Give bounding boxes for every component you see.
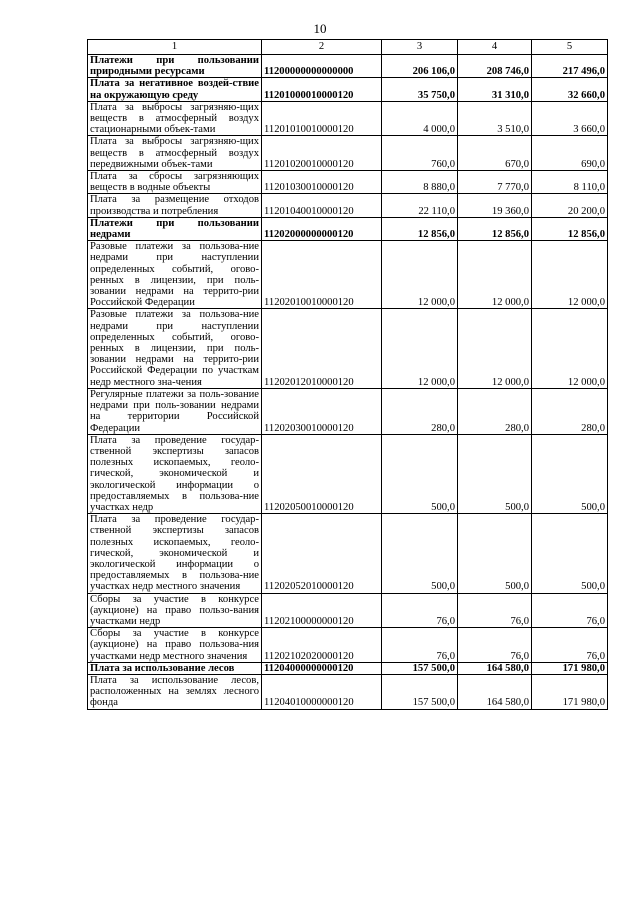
row-value-year3-cell: 217 496,0 <box>532 55 608 78</box>
table-row <box>88 136 608 171</box>
table-row <box>88 593 608 628</box>
row-value-year2-cell: 500,0 <box>458 434 532 513</box>
row-name-cell: Плата за использование лесов <box>88 662 262 674</box>
table-row <box>88 194 608 217</box>
row-code-cell: 11201030010000120 <box>262 171 382 194</box>
row-name-cell: Плата за сбросы загрязняющих веществ в водные объекты <box>88 171 262 194</box>
row-value-year1-cell: 8 880,0 <box>382 171 458 194</box>
row-value-year2-cell: 12 000,0 <box>458 309 532 388</box>
row-value-year1-cell: 12 000,0 <box>382 309 458 388</box>
row-value-year2-cell: 12 000,0 <box>458 241 532 309</box>
row-name-cell: Плата за размещение отходов производства и потребления <box>88 194 262 217</box>
table-row <box>88 674 608 709</box>
row-name-cell: Плата за выбросы загрязняю-щих веществ в атмосферный воздух передвижными объек-тами <box>88 136 262 171</box>
row-code-cell: 11201040010000120 <box>262 194 382 217</box>
row-name-cell: Плата за использование лесов, расположенных на землях лесного фонда <box>88 674 262 709</box>
budget-table <box>87 39 608 710</box>
row-value-year3-cell: 76,0 <box>532 593 608 628</box>
table-body <box>88 55 608 710</box>
row-value-year3-cell: 3 660,0 <box>532 101 608 136</box>
table-row <box>88 628 608 663</box>
table-row <box>88 388 608 434</box>
row-code-cell: 11202102020000120 <box>262 628 382 663</box>
row-value-year2-cell: 76,0 <box>458 628 532 663</box>
table-row <box>88 55 608 78</box>
row-code-cell: 11204000000000120 <box>262 662 382 674</box>
row-value-year3-cell: 690,0 <box>532 136 608 171</box>
row-name-cell: Платежи при пользовании недрами <box>88 217 262 240</box>
row-value-year1-cell: 500,0 <box>382 434 458 513</box>
row-value-year2-cell: 670,0 <box>458 136 532 171</box>
row-value-year3-cell: 76,0 <box>532 628 608 663</box>
row-code-cell: 11201010010000120 <box>262 101 382 136</box>
row-value-year2-cell: 3 510,0 <box>458 101 532 136</box>
row-code-cell: 11202100000000120 <box>262 593 382 628</box>
column-header: 2 <box>262 40 382 55</box>
row-code-cell: 11202050010000120 <box>262 434 382 513</box>
row-value-year1-cell: 760,0 <box>382 136 458 171</box>
row-value-year1-cell: 157 500,0 <box>382 662 458 674</box>
row-value-year1-cell: 4 000,0 <box>382 101 458 136</box>
row-value-year1-cell: 500,0 <box>382 514 458 593</box>
row-value-year1-cell: 280,0 <box>382 388 458 434</box>
row-code-cell: 11202052010000120 <box>262 514 382 593</box>
row-value-year2-cell: 164 580,0 <box>458 674 532 709</box>
row-name-cell: Разовые платежи за пользова-ние недрами при наступлении определенных событий, огово-ренных в лицензии, при поль-зовании недрами на террито-рии Российской Федерации по участкам недр местного зна-чения <box>88 309 262 388</box>
row-value-year3-cell: 8 110,0 <box>532 171 608 194</box>
row-value-year3-cell: 500,0 <box>532 434 608 513</box>
column-header: 5 <box>532 40 608 55</box>
row-value-year1-cell: 12 000,0 <box>382 241 458 309</box>
row-name-cell: Плата за проведение государ-ственной экспертизы запасов полезных ископаемых, геоло-гической, экономической и экологической информации о предоставляемых в пользова-ние участках недр <box>88 434 262 513</box>
table-row <box>88 217 608 240</box>
header-row <box>88 40 608 55</box>
column-header: 1 <box>88 40 262 55</box>
table-row <box>88 171 608 194</box>
row-code-cell: 11204010000000120 <box>262 674 382 709</box>
row-code-cell: 11200000000000000 <box>262 55 382 78</box>
table-row <box>88 434 608 513</box>
row-value-year2-cell: 500,0 <box>458 514 532 593</box>
row-value-year2-cell: 31 310,0 <box>458 78 532 101</box>
row-value-year2-cell: 7 770,0 <box>458 171 532 194</box>
row-value-year1-cell: 35 750,0 <box>382 78 458 101</box>
row-name-cell: Разовые платежи за пользова-ние недрами при наступлении определенных событий, огово-ренных в лицензии, при поль-зовании недрами на террито-рии Российской Федерации <box>88 241 262 309</box>
row-code-cell: 11202010010000120 <box>262 241 382 309</box>
row-value-year1-cell: 12 856,0 <box>382 217 458 240</box>
page-number: 10 <box>313 21 327 36</box>
row-code-cell: 11202030010000120 <box>262 388 382 434</box>
row-name-cell: Плата за негативное воздей-ствие на окружающую среду <box>88 78 262 101</box>
row-value-year2-cell: 19 360,0 <box>458 194 532 217</box>
row-value-year2-cell: 164 580,0 <box>458 662 532 674</box>
row-name-cell: Платежи при пользовании природными ресурсами <box>88 55 262 78</box>
row-name-cell: Сборы за участие в конкурсе (аукционе) на право пользо-вания участками недр <box>88 593 262 628</box>
row-value-year1-cell: 22 110,0 <box>382 194 458 217</box>
row-value-year2-cell: 208 746,0 <box>458 55 532 78</box>
table-row <box>88 241 608 309</box>
table-row <box>88 101 608 136</box>
row-value-year3-cell: 12 856,0 <box>532 217 608 240</box>
table-row <box>88 514 608 593</box>
row-code-cell: 11201020010000120 <box>262 136 382 171</box>
row-value-year1-cell: 157 500,0 <box>382 674 458 709</box>
row-value-year3-cell: 12 000,0 <box>532 309 608 388</box>
row-value-year3-cell: 171 980,0 <box>532 674 608 709</box>
table-row <box>88 78 608 101</box>
row-value-year3-cell: 20 200,0 <box>532 194 608 217</box>
row-value-year1-cell: 206 106,0 <box>382 55 458 78</box>
row-value-year1-cell: 76,0 <box>382 628 458 663</box>
column-header: 4 <box>458 40 532 55</box>
row-value-year3-cell: 32 660,0 <box>532 78 608 101</box>
row-code-cell: 11202000000000120 <box>262 217 382 240</box>
table-row <box>88 662 608 674</box>
row-name-cell: Сборы за участие в конкурсе (аукционе) на право пользова-ния участками недр местного значения <box>88 628 262 663</box>
row-code-cell: 11201000010000120 <box>262 78 382 101</box>
row-name-cell: Плата за выбросы загрязняю-щих веществ в атмосферный воздух стационарными объек-тами <box>88 101 262 136</box>
column-header: 3 <box>382 40 458 55</box>
row-value-year1-cell: 76,0 <box>382 593 458 628</box>
row-value-year3-cell: 171 980,0 <box>532 662 608 674</box>
row-value-year2-cell: 12 856,0 <box>458 217 532 240</box>
row-name-cell: Регулярные платежи за поль-зование недрами при поль-зовании недрами на территории Российской Федерации <box>88 388 262 434</box>
row-value-year2-cell: 280,0 <box>458 388 532 434</box>
row-name-cell: Плата за проведение государ-ственной экспертизы запасов полезных ископаемых, геоло-гической, экономической и экологической информации о предоставляемых в пользова-ние участках недр местного значения <box>88 514 262 593</box>
row-code-cell: 11202012010000120 <box>262 309 382 388</box>
table-row <box>88 309 608 388</box>
row-value-year2-cell: 76,0 <box>458 593 532 628</box>
row-value-year3-cell: 280,0 <box>532 388 608 434</box>
row-value-year3-cell: 12 000,0 <box>532 241 608 309</box>
row-value-year3-cell: 500,0 <box>532 514 608 593</box>
